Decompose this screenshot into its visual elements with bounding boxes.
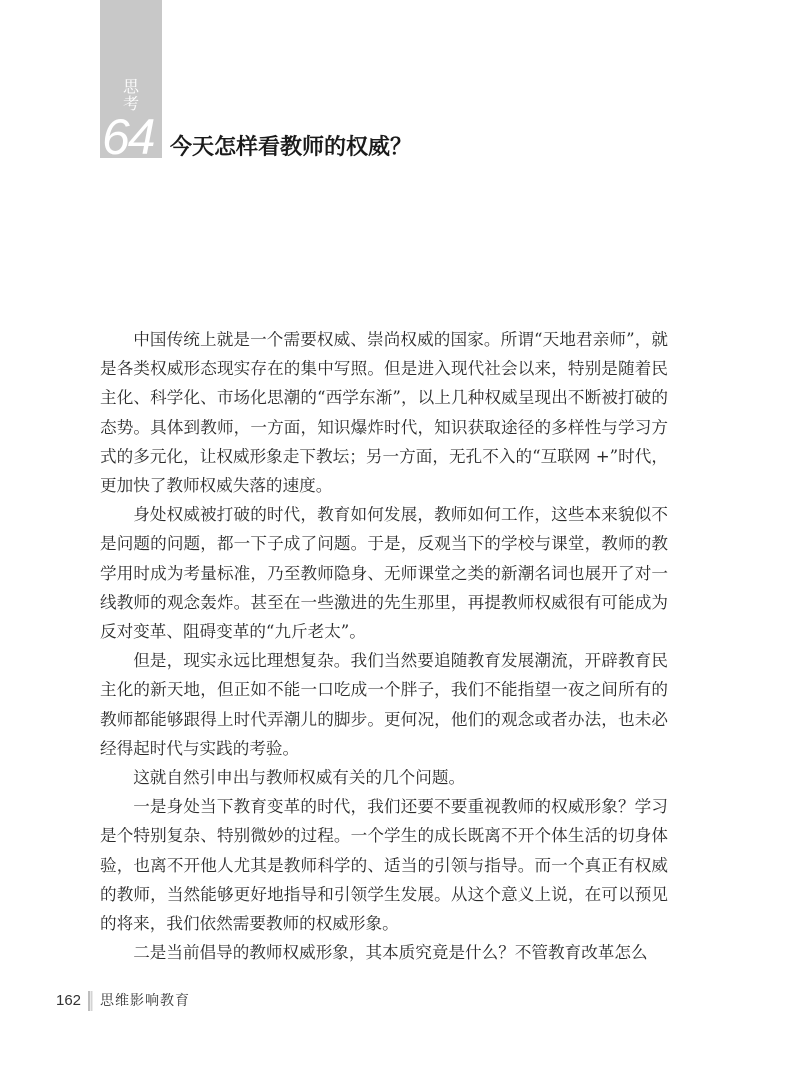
chapter-tab-label-si: 思 [122,77,139,96]
chapter-tab [100,0,162,165]
footer-divider [88,991,90,1011]
paragraph-1: 中国传统上就是一个需要权威、崇尚权威的国家。所谓“天地君亲师”，就是各类权威形态现实存在的集中写照。但是进入现代社会以来，特别是随着民主化、科学化、市场化思潮的“西学东渐”，以上几种权威呈现出不断被打破的态势。具体到教师，一方面，知识爆炸时代，知识获取途径的多样性与学习方式的多元化，让权威形象走下教坛；另一方面，无孔不入的“互联网 +”时代，更加快了教师权威失落的速度。 [100,330,668,496]
paragraph-2: 身处权威被打破的时代，教育如何发展，教师如何工作，这些本来貌似不是问题的问题，都一下子成了问题。于是，反观当下的学校与课堂，教师的教学用时成为考量标准，乃至教师隐身、无师课堂之类的新潮名词也展开了对一线教师的观念轰炸。甚至在一些激进的先生那里，再提教师权威很有可能成为反对变革、阻碍变革的“九斤老太”。 [100,505,668,642]
paragraph-6: 二是当前倡导的教师权威形象，其本质究竟是什么？不管教育改革怎么 [133,943,648,963]
paragraph-5: 一是身处当下教育变革的时代，我们还要不要重视教师的权威形象？学习是个特别复杂、特别微妙的过程。一个学生的成长既离不开个体生活的切身体验，也离不开他人尤其是教师科学的、适当的引领与指导。而一个真正有权威的教师，当然能够更好地指导和引领学生发展。从这个意义上说，在可以预见的将来，我们依然需要教师的权威形象。 [100,797,668,934]
book-title: 思维影响教育 [100,993,190,1009]
chapter-tab-label-kao: 考 [122,94,139,113]
page-footer [0,990,790,1012]
body-text [100,325,668,967]
paragraph-4: 这就自然引申出与教师权威有关的几个问题。 [133,768,466,788]
paragraph-3: 但是，现实永远比理想复杂。我们当然要追随教育发展潮流，开辟教育民主化的新天地，但正如不能一口吃成一个胖子，我们不能指望一夜之间所有的教师都能够跟得上时代弄潮儿的脚步。更何况，他们的观念或者办法，也未必经得起时代与实践的考验。 [100,651,668,758]
chapter-number: 64 [102,109,154,165]
page-number: 162 [56,992,82,1009]
section-title: 今天怎样看教师的权威？ [170,134,413,160]
